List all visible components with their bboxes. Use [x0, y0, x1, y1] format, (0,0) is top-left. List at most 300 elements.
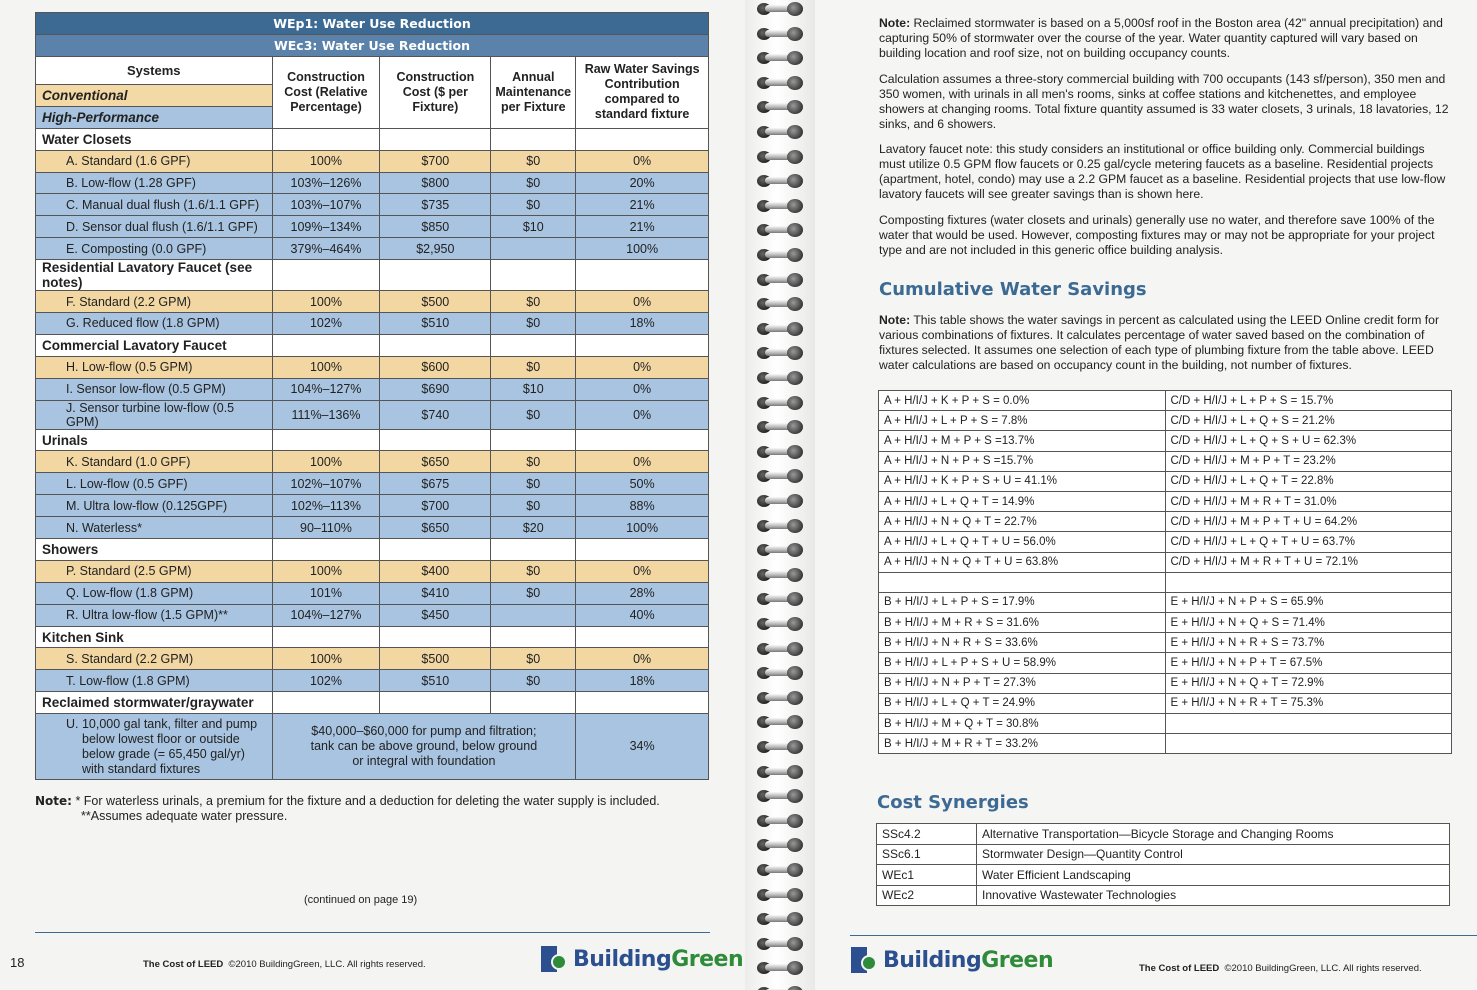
cumulative-row [879, 391, 1452, 411]
left-footer-rule [35, 932, 710, 933]
cumulative-cell [879, 572, 1166, 592]
fixture-name-line: below grade (= 65,450 gal/yr) [82, 746, 245, 761]
spiral-ring [753, 49, 809, 67]
note1-label: Note: [879, 16, 911, 30]
relative-cost: 100% [272, 560, 380, 582]
reclaimed-note [879, 16, 1454, 61]
cumulative-note [879, 313, 1454, 373]
fixture-name: P. Standard (2.5 GPM) [36, 560, 273, 582]
category-row [36, 429, 709, 451]
spiral-ring [753, 467, 809, 485]
cumulative-cell: C/D + H/I/J + L + Q + S = 21.2% [1165, 411, 1452, 431]
logo-green-text: Green [671, 946, 744, 972]
fixture-name: I. Sensor low-flow (0.5 GPM) [36, 378, 273, 400]
relative-cost: 90–110% [272, 517, 380, 539]
fixture-cost: $400 [380, 560, 491, 582]
header-maintenance: Annual Maintenance per Fixture [491, 56, 576, 128]
category-label: Residential Lavatory Faucet (see notes) [36, 260, 273, 291]
cumulative-row [879, 714, 1452, 734]
category-label: Reclaimed stormwater/graywater [36, 692, 273, 714]
fixture-name: J. Sensor turbine low-flow (0.5 GPM) [36, 400, 273, 429]
water-savings: 0% [576, 648, 709, 670]
fixture-row [36, 194, 709, 216]
category-row [36, 260, 709, 291]
spiral-ring [753, 246, 809, 264]
spiral-ring [753, 935, 809, 953]
systems-label: Systems [36, 57, 272, 84]
fixture-row [36, 473, 709, 495]
logo-building-text: Building [573, 946, 672, 972]
spiral-ring [753, 443, 809, 461]
cumulative-cell: A + H/I/J + K + P + S + U = 41.1% [879, 471, 1166, 491]
right-footer-rule [850, 935, 1477, 936]
fixture-row [36, 400, 709, 429]
fixture-name: D. Sensor dual flush (1.6/1.1 GPF) [36, 216, 273, 238]
fixture-cost: $450 [380, 604, 491, 626]
cumulative-row [879, 471, 1452, 491]
fixture-row [36, 495, 709, 517]
cumulative-cell: A + H/I/J + L + Q + T + U = 56.0% [879, 532, 1166, 552]
maintenance-cost: $0 [491, 495, 576, 517]
spiral-ring [753, 787, 809, 805]
spiral-ring [753, 541, 809, 559]
empty-cell [272, 429, 380, 451]
note-line-2: **Assumes adequate water pressure. [81, 809, 288, 823]
cumulative-cell: B + H/I/J + M + R + T = 33.2% [879, 734, 1166, 754]
cumulative-row [879, 552, 1452, 572]
fixture-cost: $500 [380, 648, 491, 670]
spiral-ring [753, 74, 809, 92]
cumulative-cell: E + H/I/J + N + P + T = 67.5% [1165, 653, 1452, 673]
cumulative-cell: B + H/I/J + M + R + S = 31.6% [879, 613, 1166, 633]
synergy-description: Alternative Transportation—Bicycle Storage and Changing Rooms [977, 824, 1450, 845]
cumulative-row [879, 592, 1452, 612]
note-label: Note: [35, 794, 72, 808]
empty-cell [380, 539, 491, 561]
cumulative-cell: E + H/I/J + N + R + S = 73.7% [1165, 633, 1452, 653]
water-savings: 20% [576, 172, 709, 194]
maintenance-cost [491, 604, 576, 626]
spiral-ring [753, 812, 809, 830]
relative-cost: 100% [272, 291, 380, 313]
header-water-savings: Raw Water Savings Contribution compared to standard fixture [576, 56, 709, 128]
relative-cost: 102%–107% [272, 473, 380, 495]
spiral-ring [753, 910, 809, 928]
cumulative-cell: A + H/I/J + N + P + S =15.7% [879, 451, 1166, 471]
empty-cell [380, 128, 491, 150]
category-label: Kitchen Sink [36, 626, 273, 648]
spiral-ring [753, 836, 809, 854]
bg-logo-icon [541, 946, 569, 972]
water-savings: 50% [576, 473, 709, 495]
water-savings: 0% [576, 356, 709, 378]
composting-paragraph: Composting fixtures (water closets and urinals) generally use no water, and therefore save 100% of the water that would be used. However, composting fixtures may or may not be appropriate for your project type and are not included in this generic office building analysis. [879, 213, 1435, 257]
cumulative-cell: C/D + H/I/J + L + P + S = 15.7% [1165, 391, 1452, 411]
reclaimed-cost [272, 714, 576, 780]
page-number: 18 [10, 955, 25, 970]
bg-logo-icon-right [851, 947, 879, 973]
empty-cell [491, 692, 576, 714]
logo-building-text-right: Building [883, 947, 982, 973]
spiral-ring [753, 689, 809, 707]
synergy-code: WEc1 [877, 865, 977, 886]
fixture-row [36, 582, 709, 604]
cumulative-cell: E + H/I/J + N + P + S = 65.9% [1165, 592, 1452, 612]
category-row [36, 539, 709, 561]
cumulative-row [879, 633, 1452, 653]
spiral-ring [753, 369, 809, 387]
fixture-name: K. Standard (1.0 GPF) [36, 451, 273, 473]
water-savings: 18% [576, 670, 709, 692]
relative-cost: 103%–126% [272, 172, 380, 194]
water-savings: 21% [576, 194, 709, 216]
spiral-ring [753, 566, 809, 584]
empty-cell [380, 334, 491, 356]
water-savings: 28% [576, 582, 709, 604]
category-label: Water Closets [36, 128, 273, 150]
empty-cell [576, 626, 709, 648]
cumulative-cell: C/D + H/I/J + L + Q + S + U = 62.3% [1165, 431, 1452, 451]
spiral-ring [753, 664, 809, 682]
empty-cell [576, 334, 709, 356]
spiral-binding [745, 0, 815, 990]
water-savings: 21% [576, 216, 709, 238]
cumulative-heading: Cumulative Water Savings [879, 279, 1147, 300]
header-fixture-cost: Construction Cost ($ per Fixture) [380, 56, 491, 128]
synergy-row [877, 824, 1450, 845]
fixture-name: L. Low-flow (0.5 GPF) [36, 473, 273, 495]
water-savings: 0% [576, 400, 709, 429]
cumulative-row [879, 431, 1452, 451]
spiral-ring [753, 492, 809, 510]
fixture-cost: $600 [380, 356, 491, 378]
relative-cost: 104%–127% [272, 604, 380, 626]
synergy-code: WEc2 [877, 885, 977, 906]
fixture-row [36, 172, 709, 194]
note1-text: Reclaimed stormwater is based on a 5,000sf roof in the Boston area (42" annual precipitation) and capturing 50% of stormwater over the course of the year. Water quantity captured will vary based on building location and roof size, not on building occupancy counts. [879, 16, 1443, 60]
relative-cost: 103%–107% [272, 194, 380, 216]
cumulative-cell: A + H/I/J + N + Q + T = 22.7% [879, 512, 1166, 532]
fixture-row [36, 378, 709, 400]
spiral-ring [753, 25, 809, 43]
fixture-name: R. Ultra low-flow (1.5 GPM)** [36, 604, 273, 626]
spiral-ring [753, 0, 809, 18]
note2-label: Note: [879, 313, 911, 327]
fixture-name: Q. Low-flow (1.8 GPM) [36, 582, 273, 604]
title-row-1 [36, 13, 709, 35]
empty-cell [491, 334, 576, 356]
spiral-ring [753, 295, 809, 313]
cumulative-cell: C/D + H/I/J + L + Q + T = 22.8% [1165, 471, 1452, 491]
empty-cell [576, 128, 709, 150]
fixture-row [36, 238, 709, 260]
spiral-ring [753, 172, 809, 190]
cumulative-cell: C/D + H/I/J + M + R + T + U = 72.1% [1165, 552, 1452, 572]
right-copyright [1139, 963, 1422, 974]
empty-cell [272, 334, 380, 356]
fixture-row [36, 356, 709, 378]
spiral-ring [753, 320, 809, 338]
synergies-heading: Cost Synergies [877, 792, 1029, 813]
empty-cell [576, 429, 709, 451]
maintenance-cost: $0 [491, 451, 576, 473]
left-footer-copy: ©2010 BuildingGreen, LLC. All rights reserved. [228, 959, 426, 970]
reclaimed-cost-line: tank can be above ground, below ground [310, 739, 538, 754]
cost-synergies-table [876, 823, 1450, 906]
fixture-name: B. Low-flow (1.28 GPF) [36, 172, 273, 194]
fixture-cost: $650 [380, 517, 491, 539]
fixture-name: N. Waterless* [36, 517, 273, 539]
maintenance-cost: $0 [491, 313, 576, 335]
lavatory-paragraph: Lavatory faucet note: this study considers an institutional or office building only. Commercial buildings must utilize 0.5 GPM flow faucets or 0.25 gal/cycle metering faucets as a baseline. Residential projects (apartment, hotel, condo) may use a 2.2 GPM faucet as a baseline. Residential projects that use low-flow lavatory faucets will see greater savings than is shown here. [879, 142, 1446, 201]
fixture-name: C. Manual dual flush (1.6/1.1 GPF) [36, 194, 273, 216]
calculation-paragraph: Calculation assumes a three-story commercial building with 700 occupants (143 sf/person), 350 men and 350 women, with urinals in all men's rooms, sinks at coffee stations and kitchenettes, and employee showers at changing rooms. Total fixture quantity assumed is 33 water closets, 3 urinals, 18 lavatories, 12 sinks, and 6 showers. [879, 72, 1449, 131]
conventional-legend: Conventional [36, 84, 272, 106]
cumulative-row [879, 572, 1452, 592]
relative-cost: 102%–113% [272, 495, 380, 517]
spiral-ring [753, 517, 809, 535]
relative-cost: 100% [272, 451, 380, 473]
cumulative-cell: B + H/I/J + L + P + S = 17.9% [879, 592, 1166, 612]
empty-cell [272, 539, 380, 561]
fixture-row [36, 451, 709, 473]
left-copyright [143, 959, 426, 970]
fixture-cost: $675 [380, 473, 491, 495]
water-savings: 0% [576, 291, 709, 313]
cumulative-cell [1165, 572, 1452, 592]
fixture-name: A. Standard (1.6 GPF) [36, 150, 273, 172]
cumulative-cell: C/D + H/I/J + M + P + T + U = 64.2% [1165, 512, 1452, 532]
relative-cost: 111%–136% [272, 400, 380, 429]
maintenance-cost: $0 [491, 194, 576, 216]
synergy-code: SSc6.1 [877, 844, 977, 865]
synergy-code: SSc4.2 [877, 824, 977, 845]
fixture-row [36, 670, 709, 692]
cumulative-row [879, 411, 1452, 431]
fixture-cost: $410 [380, 582, 491, 604]
synergy-description: Innovative Wastewater Technologies [977, 885, 1450, 906]
cumulative-cell: C/D + H/I/J + L + Q + T + U = 63.7% [1165, 532, 1452, 552]
cumulative-cell: E + H/I/J + N + R + T = 75.3% [1165, 693, 1452, 713]
spiral-ring [753, 148, 809, 166]
relative-cost: 104%–127% [272, 378, 380, 400]
cumulative-cell: A + H/I/J + L + Q + T = 14.9% [879, 491, 1166, 511]
fixture-cost: $2,950 [380, 238, 491, 260]
fixture-name [36, 714, 273, 780]
category-label: Urinals [36, 429, 273, 451]
fixture-cost: $700 [380, 150, 491, 172]
note2-text: This table shows the water savings in percent as calculated using the LEED Online credit form for various combinations of fixtures. It calculates percentage of water saved based on the combination of fixtures selected. It assumes one selection of each type of plumbing fixture from the table above. LEED water calculations are based on occupancy count in the building, not number of fixtures. [879, 313, 1439, 372]
header-relative-cost: Construction Cost (Relative Percentage) [272, 56, 380, 128]
water-use-table [35, 12, 709, 780]
fixture-name: M. Ultra low-flow (0.125GPF) [36, 495, 273, 517]
logo-green-text-right: Green [981, 947, 1054, 973]
category-row [36, 626, 709, 648]
note-text-1: * For waterless urinals, a premium for the fixture and a deduction for deleting the water supply is included. [71, 794, 660, 808]
category-label: Showers [36, 539, 273, 561]
empty-cell [576, 692, 709, 714]
cumulative-cell: B + H/I/J + N + R + S = 33.6% [879, 633, 1166, 653]
empty-cell [491, 260, 576, 291]
fixture-row [36, 216, 709, 238]
maintenance-cost: $0 [491, 172, 576, 194]
header-row [36, 56, 709, 128]
fixture-row [36, 604, 709, 626]
empty-cell [380, 260, 491, 291]
empty-cell [272, 626, 380, 648]
left-footer-title: The Cost of LEED [143, 959, 224, 970]
water-savings: 100% [576, 517, 709, 539]
maintenance-cost: $0 [491, 356, 576, 378]
relative-cost: 102% [272, 313, 380, 335]
water-savings: 34% [576, 714, 709, 780]
fixture-name: E. Composting (0.0 GPF) [36, 238, 273, 260]
empty-cell [576, 539, 709, 561]
spiral-ring [753, 615, 809, 633]
fixture-cost: $500 [380, 291, 491, 313]
fixture-cost: $800 [380, 172, 491, 194]
maintenance-cost: $0 [491, 560, 576, 582]
maintenance-cost: $0 [491, 400, 576, 429]
category-row [36, 334, 709, 356]
fixture-cost: $510 [380, 670, 491, 692]
fixture-row [36, 560, 709, 582]
synergy-description: Water Efficient Landscaping [977, 865, 1450, 886]
right-footer-title: The Cost of LEED [1139, 963, 1220, 974]
category-row [36, 692, 709, 714]
maintenance-cost: $10 [491, 216, 576, 238]
maintenance-cost: $0 [491, 670, 576, 692]
water-savings: 88% [576, 495, 709, 517]
spiral-ring [753, 197, 809, 215]
empty-cell [380, 626, 491, 648]
fixture-cost: $850 [380, 216, 491, 238]
maintenance-cost: $0 [491, 473, 576, 495]
synergy-row [877, 844, 1450, 865]
table-title-wep1: WEp1: Water Use Reduction [36, 13, 709, 35]
maintenance-cost: $10 [491, 378, 576, 400]
cumulative-cell: A + H/I/J + L + P + S = 7.8% [879, 411, 1166, 431]
fixture-cost: $735 [380, 194, 491, 216]
fixture-row [36, 648, 709, 670]
cumulative-cell: A + H/I/J + K + P + S = 0.0% [879, 391, 1166, 411]
fixture-row-reclaimed [36, 714, 709, 780]
maintenance-cost: $0 [491, 150, 576, 172]
cumulative-cell [1165, 734, 1452, 754]
cumulative-row [879, 532, 1452, 552]
spiral-ring [753, 861, 809, 879]
fixture-name: S. Standard (2.2 GPM) [36, 648, 273, 670]
water-savings: 40% [576, 604, 709, 626]
fixture-cost: $740 [380, 400, 491, 429]
maintenance-cost [491, 238, 576, 260]
left-buildinggreen-logo [541, 944, 743, 974]
systems-header [36, 56, 273, 128]
cumulative-row [879, 512, 1452, 532]
cumulative-cell: C/D + H/I/J + M + R + T = 31.0% [1165, 491, 1452, 511]
spiral-ring [753, 738, 809, 756]
reclaimed-cost-line: $40,000–$60,000 for pump and filtration; [311, 724, 537, 739]
water-savings: 0% [576, 560, 709, 582]
relative-cost: 109%–134% [272, 216, 380, 238]
relative-cost: 100% [272, 356, 380, 378]
cumulative-cell: E + H/I/J + N + Q + S = 71.4% [1165, 613, 1452, 633]
empty-cell [272, 128, 380, 150]
empty-cell [380, 429, 491, 451]
maintenance-cost: $20 [491, 517, 576, 539]
fixture-cost: $510 [380, 313, 491, 335]
spiral-ring [753, 763, 809, 781]
spiral-ring [753, 640, 809, 658]
title-row-2 [36, 34, 709, 56]
table-title-wec3: WEc3: Water Use Reduction [36, 34, 709, 56]
empty-cell [576, 260, 709, 291]
empty-cell [272, 692, 380, 714]
relative-cost: 379%–464% [272, 238, 380, 260]
fixture-name-line: U. 10,000 gal tank, filter and pump [66, 716, 258, 731]
cumulative-cell: B + H/I/J + L + Q + T = 24.9% [879, 693, 1166, 713]
fixture-name: H. Low-flow (0.5 GPM) [36, 356, 273, 378]
left-note [35, 794, 715, 824]
reclaimed-cost-line: or integral with foundation [352, 754, 496, 769]
empty-cell [491, 429, 576, 451]
cumulative-cell: C/D + H/I/J + M + P + T = 23.2% [1165, 451, 1452, 471]
spiral-ring [753, 123, 809, 141]
category-row [36, 128, 709, 150]
spiral-ring [753, 590, 809, 608]
cumulative-row [879, 693, 1452, 713]
cumulative-row [879, 491, 1452, 511]
fixture-name: G. Reduced flow (1.8 GPM) [36, 313, 273, 335]
spiral-ring [753, 344, 809, 362]
cumulative-cell: B + H/I/J + L + P + S + U = 58.9% [879, 653, 1166, 673]
spiral-ring [753, 98, 809, 116]
maintenance-cost: $0 [491, 291, 576, 313]
fixture-cost: $650 [380, 451, 491, 473]
relative-cost: 101% [272, 582, 380, 604]
fixture-row [36, 313, 709, 335]
cumulative-row [879, 673, 1452, 693]
cumulative-savings-table [878, 390, 1452, 754]
empty-cell [491, 128, 576, 150]
water-savings: 18% [576, 313, 709, 335]
synergy-row [877, 865, 1450, 886]
cumulative-row [879, 451, 1452, 471]
synergy-description: Stormwater Design—Quantity Control [977, 844, 1450, 865]
cumulative-row [879, 734, 1452, 754]
fixture-row [36, 517, 709, 539]
water-savings: 0% [576, 451, 709, 473]
cumulative-cell: B + H/I/J + M + Q + T = 30.8% [879, 714, 1166, 734]
water-savings: 100% [576, 238, 709, 260]
relative-cost: 100% [272, 150, 380, 172]
spiral-ring [753, 713, 809, 731]
relative-cost: 102% [272, 670, 380, 692]
spiral-ring [753, 221, 809, 239]
fixture-row [36, 291, 709, 313]
cumulative-row [879, 613, 1452, 633]
spiral-ring [753, 418, 809, 436]
fixture-name-line: below lowest floor or outside [82, 731, 240, 746]
empty-cell [380, 692, 491, 714]
cumulative-cell: A + H/I/J + N + Q + T + U = 63.8% [879, 552, 1166, 572]
fixture-name-line: with standard fixtures [82, 761, 201, 776]
relative-cost: 100% [272, 648, 380, 670]
cumulative-cell: B + H/I/J + N + P + T = 27.3% [879, 673, 1166, 693]
cumulative-row [879, 653, 1452, 673]
note-line-1 [35, 794, 715, 809]
cumulative-cell [1165, 714, 1452, 734]
